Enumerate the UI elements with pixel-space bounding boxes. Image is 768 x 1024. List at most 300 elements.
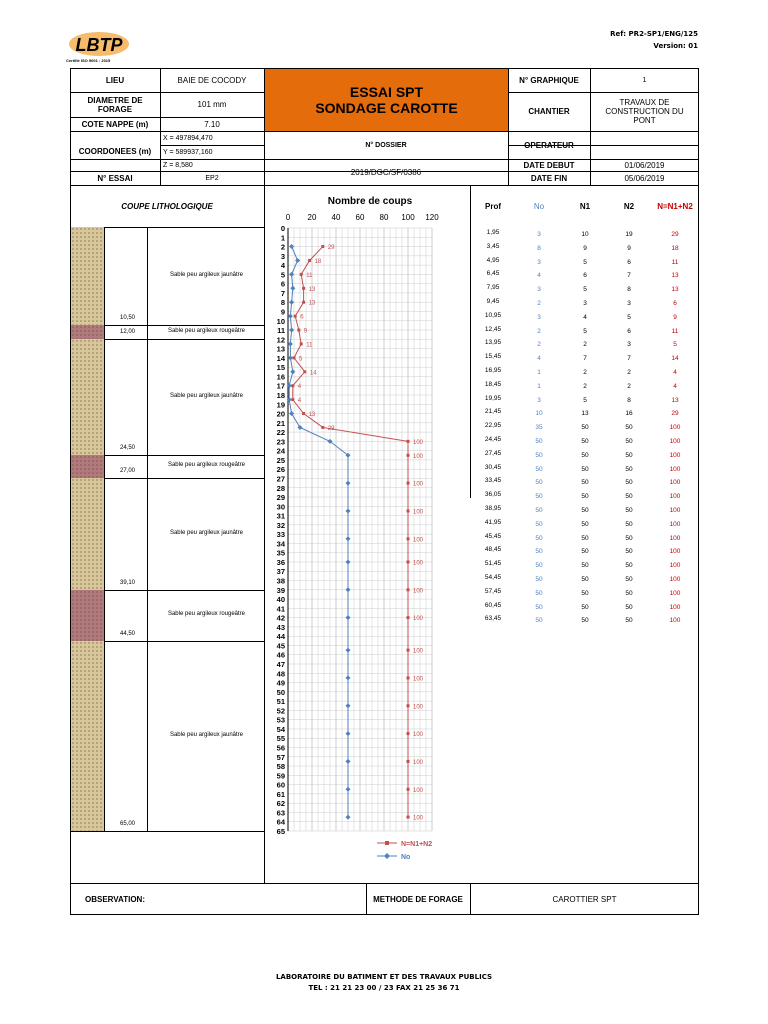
y-tick-label: 1 [280,233,285,243]
y-tick-label: 10 [276,316,285,326]
n-data-point [294,315,297,318]
footer-lab-name: LABORATOIRE DU BATIMENT ET DES TRAVAUX PUBLICS [275,973,493,981]
version: Version: 01 [653,42,698,50]
table-cell-n2: 6 [627,258,631,266]
n-data-point [302,301,305,304]
n-data-label: 11 [306,342,313,349]
coord-y: Y = 589937,160 [163,148,213,156]
no-data-point [290,369,295,374]
y-tick-label: 24 [276,446,285,456]
date-debut-label: DATE DEBUT [523,160,575,170]
y-tick-label: 9 [280,307,285,317]
n-data-point [293,356,296,359]
y-tick-label: 30 [276,502,285,512]
table-cell-n: 100 [669,493,681,501]
n-data-point [407,649,410,652]
n-data-point [407,676,410,679]
n-data-label: 13 [308,300,316,307]
series-no-line [289,247,348,818]
table-cell-n2: 9 [627,244,631,252]
dossier-value: 2019/DGC/SF/0386 [350,167,422,177]
y-tick-label: 40 [276,595,285,605]
layer-description: Sable peu argileux jaunâtre [169,530,244,537]
table-cell-n: 100 [669,520,681,528]
y-tick-label: 32 [276,520,285,530]
legend-n: N=N1+N2 [401,841,433,848]
table-cell-n1: 50 [581,534,589,542]
table-cell-n2: 16 [625,410,633,418]
n-data-label: 100 [413,537,424,544]
series-no-markers [287,244,351,820]
y-tick-label: 55 [276,734,285,744]
no-data-point [288,314,293,319]
table-cell-n2: 3 [627,300,631,307]
table-cell-no: 4 [537,355,541,363]
table-cell-n: 100 [669,438,681,445]
legend-no: No [401,854,411,861]
coordonnees-label: COORDONEES (m) [78,146,152,156]
spt-chart [265,186,470,883]
y-tick-label: 49 [276,678,285,688]
table-cell-n: 100 [669,534,681,542]
y-tick-label: 5 [280,270,285,280]
methode-label: METHODE DE FORAGE [373,894,463,904]
table-cell-no: 3 [537,313,541,321]
y-tick-label: 4 [280,261,285,271]
table-cell-n1: 6 [583,272,587,280]
table-cell-prof: 4,95 [486,256,500,264]
no-data-point [288,355,293,360]
cote-nappe-value: 7.10 [204,119,220,129]
table-cell-prof: 51,45 [484,560,502,568]
no-data-point [289,328,294,333]
y-tick-label: 35 [276,548,285,558]
table-cell-n2: 50 [625,520,633,528]
table-cell-n1: 7 [583,355,587,363]
no-data-point [346,587,351,592]
table-cell-no: 3 [537,231,541,238]
no-data-point [287,383,292,388]
n-data-point [291,384,294,387]
y-tick-label: 56 [276,743,285,753]
y-tick-label: 0 [280,224,285,233]
col-n1-header: N1 [579,201,591,211]
table-cell-n1: 50 [581,424,589,432]
table-cell-prof: 15,45 [484,353,502,361]
table-cell-no: 3 [537,396,541,404]
lieu-label: LIEU [105,75,125,85]
table-cell-n2: 50 [625,424,633,432]
n-data-label: 29 [327,425,335,432]
table-cell-n1: 10 [581,231,589,238]
n-data-point [407,509,410,512]
chart-grid [288,228,432,831]
table-cell-prof: 21,45 [484,408,502,416]
y-tick-label: 41 [276,604,285,614]
table-cell-n2: 3 [627,341,631,349]
n-data-point [407,588,410,591]
y-tick-label: 18 [276,390,285,400]
lieu-value: BAIE DE COCODY [177,75,247,85]
n-data-label: 100 [413,560,424,567]
table-cell-prof: 7,95 [486,284,500,292]
n-data-point [297,329,300,332]
n-data-point [303,370,306,373]
table-cell-n: 11 [671,327,679,335]
n-data-point [407,616,410,619]
n-data-label: 11 [306,272,313,279]
table-cell-prof: 16,95 [484,367,502,374]
layer-depth-label: 12,00 [120,328,136,335]
table-cell-n2: 50 [625,479,633,487]
footer [0,972,768,994]
n-data-point [308,259,311,262]
y-tick-label: 27 [276,474,285,484]
y-tick-label: 38 [276,576,285,586]
chantier-label: CHANTIER [528,107,570,116]
y-tick-label: 44 [276,632,285,642]
svg-text:LBTP: LBTP [75,35,123,55]
y-tick-label: 65 [276,827,285,836]
table-cell-n1: 5 [583,286,587,294]
observation-label: OBSERVATION: [84,894,145,904]
layer-description: Sable peu argileux rougeâtre [167,327,246,334]
table-cell-n1: 5 [583,258,587,266]
table-cell-no: 50 [535,479,543,487]
table-cell-n2: 8 [627,286,631,294]
table-cell-n2: 50 [625,465,633,473]
table-cell-no: 2 [537,341,541,349]
table-cell-n: 100 [669,548,681,556]
essai-label: N° ESSAI [97,173,133,183]
table-cell-no: 50 [535,534,543,542]
n-data-label: 13 [308,286,316,293]
essai-value: EP2 [205,174,219,182]
y-tick-label: 36 [276,557,285,567]
y-tick-label: 59 [276,771,285,781]
n-data-label: 100 [413,481,424,488]
table-cell-prof: 19,95 [484,394,502,402]
table-cell-n2: 50 [625,438,633,445]
no-data-point [346,508,351,513]
n-data-point [407,816,410,819]
table-cell-no: 50 [535,438,543,445]
n-data-point [407,704,410,707]
chart-legend [377,841,432,861]
y-tick-label: 6 [280,279,285,289]
no-data-point [289,272,294,277]
n-data-point [321,426,324,429]
y-tick-label: 63 [276,808,285,818]
table-cell-n2: 5 [627,313,631,321]
layer-description: Sable peu argileux rougeâtre [167,611,246,618]
table-cell-n2: 7 [627,272,631,280]
no-data-point [346,815,351,820]
y-tick-label: 3 [280,251,285,261]
table-cell-prof: 54,45 [484,574,502,581]
n-data-label: 100 [413,616,424,623]
y-tick-label: 29 [276,493,285,503]
table-cell-n1: 50 [581,589,589,597]
layer-swatch [71,455,104,478]
y-tick-label: 34 [276,539,285,549]
table-cell-n1: 50 [581,493,589,501]
layer-depth-label: 39,10 [120,580,136,587]
y-tick-label: 52 [276,706,285,716]
table-cell-prof: 60,45 [484,601,502,609]
n-data-point [300,273,303,276]
table-cell-no: 50 [535,493,543,501]
n-data-label: 9 [303,328,308,335]
table-cell-no: 3 [537,286,541,294]
graphique-label: N° GRAPHIQUE [519,75,579,85]
table-cell-prof: 22,95 [484,422,502,430]
table-cell-n: 100 [669,576,681,583]
n-data-point [407,560,410,563]
table-cell-n1: 50 [581,562,589,570]
operateur-label: OPERATEUR [524,140,574,150]
diametre-value: 101 mm [197,100,227,109]
series-n-markers [291,245,423,822]
table-cell-n1: 50 [581,603,589,611]
table-cell-no: 35 [535,424,543,432]
table-cell-n1: 50 [581,465,589,473]
y-tick-label: 8 [280,298,285,308]
table-cell-n2: 50 [625,507,633,514]
table-cell-n1: 2 [583,382,587,390]
n-data-label: 100 [413,648,424,655]
n-data-point [407,454,410,457]
n-data-label: 100 [413,759,424,766]
y-tick-label: 62 [276,799,285,809]
y-tick-label: 39 [276,585,285,595]
table-cell-n: 4 [673,382,677,390]
table-cell-prof: 30,45 [484,463,502,471]
col-no-header: No [533,201,545,211]
table-cell-n: 4 [673,369,677,376]
n-data-point [302,287,305,290]
table-cell-prof: 63,45 [484,615,502,623]
n-data-label: 100 [413,453,424,460]
layer-depth-label: 27,00 [120,467,136,474]
table-cell-n1: 3 [583,300,587,307]
col-prof-header: Prof [485,201,501,211]
y-tick-label: 22 [276,428,285,438]
y-tick-label: 51 [276,697,285,707]
table-cell-n1: 50 [581,479,589,487]
table-cell-no: 1 [537,382,541,390]
n-data-point [302,412,305,415]
no-data-point [290,286,295,291]
n-data-label: 14 [309,370,317,377]
table-cell-no: 2 [537,327,541,335]
table-cell-prof: 6,45 [486,270,500,278]
layer-depth-label: 65,00 [120,821,136,827]
coord-x: X = 497894,470 [163,134,213,142]
table-cell-n2: 50 [625,493,633,501]
layer-depth-label: 10,50 [120,314,136,321]
n-data-label: 100 [413,732,424,739]
y-tick-label: 48 [276,669,285,679]
table-cell-n: 29 [671,410,679,418]
table-cell-no: 50 [535,562,543,570]
table-cell-n2: 2 [627,382,631,390]
table-cell-no: 1 [537,369,541,376]
table-cell-no: 50 [535,465,543,473]
x-tick-label: 40 [331,213,341,222]
no-data-point [289,300,294,305]
no-data-point [287,397,292,402]
table-cell-n: 14 [671,355,679,363]
table-cell-n2: 50 [625,617,633,625]
n-data-label: 100 [413,588,424,595]
y-tick-label: 17 [276,381,285,391]
table-cell-n1: 50 [581,520,589,528]
table-cell-prof: 3,45 [486,242,500,250]
table-cell-n: 100 [669,589,681,597]
no-data-point [346,536,351,541]
n-data-label: 4 [297,398,302,405]
document-reference [610,28,698,52]
no-data-point [346,675,351,680]
n-data-point [321,245,324,248]
n-data-label: 100 [413,439,424,446]
layer-description: Sable peu argileux jaunâtre [169,392,244,399]
no-data-point [346,648,351,653]
table-cell-n: 6 [673,300,677,307]
y-tick-label: 58 [276,762,285,772]
n-data-label: 100 [413,787,424,794]
table-cell-n: 13 [671,286,679,294]
n-data-point [300,342,303,345]
no-data-point [289,411,294,416]
layer-swatch [71,478,104,590]
table-cell-prof: 24,45 [484,436,502,443]
x-tick-label: 20 [307,213,317,222]
layer-swatch [71,641,104,831]
report-title [265,69,508,131]
table-cell-n: 13 [671,272,679,280]
logo-certification: Certifié ISO 9001 : 2015 [66,58,111,63]
table-cell-n1: 2 [583,341,587,349]
no-data-point [346,703,351,708]
x-tick-label: 80 [379,213,389,222]
table-cell-n1: 50 [581,548,589,556]
n-data-label: 100 [413,509,424,516]
layer-description: Sable peu argileux rougeâtre [167,462,246,469]
y-tick-label: 7 [280,288,285,298]
table-cell-n2: 50 [625,589,633,597]
x-axis-ticks [286,213,439,222]
table-cell-n: 100 [669,451,681,459]
n-data-label: 5 [299,356,303,363]
no-data-point [346,615,351,620]
n-data-point [407,482,410,485]
table-cell-n1: 50 [581,507,589,514]
table-cell-prof: 12,45 [484,325,502,333]
y-tick-label: 61 [276,789,285,799]
table-cell-prof: 48,45 [484,546,502,554]
y-axis-ticks [277,224,286,836]
y-tick-label: 2 [280,242,285,252]
n-data-point [407,788,410,791]
table-cell-n2: 50 [625,451,633,459]
date-debut-value: 01/06/2019 [624,160,665,170]
table-cell-n2: 50 [625,548,633,556]
n-data-point [407,732,410,735]
chantier-value: TRAVAUX DE CONSTRUCTION DU PONT [605,98,684,125]
title-line-2: SONDAGE CAROTTE [315,100,458,116]
no-data-point [289,244,294,249]
y-tick-label: 16 [276,372,285,382]
layer-swatch [71,339,104,455]
y-tick-label: 33 [276,530,285,540]
layer-swatch [71,325,104,339]
layer-swatch [71,227,104,325]
table-cell-no: 3 [537,258,541,266]
table-cell-n2: 50 [625,534,633,542]
cote-nappe-label: COTE NAPPE (m) [81,119,149,129]
table-cell-n2: 7 [627,355,631,363]
y-tick-label: 20 [276,409,285,419]
y-tick-label: 12 [276,335,285,345]
y-tick-label: 25 [276,455,285,465]
n-data-label: 29 [327,245,335,252]
table-cell-prof: 45,45 [484,532,502,540]
table-cell-no: 50 [535,617,543,625]
coord-z: Z = 8,580 [163,161,193,169]
x-tick-label: 120 [425,213,439,222]
y-tick-label: 14 [276,353,285,363]
table-cell-prof: 9,45 [486,298,500,305]
table-cell-no: 2 [537,300,541,307]
no-data-point [346,759,351,764]
table-cell-n2: 50 [625,603,633,611]
table-cell-n1: 50 [581,438,589,445]
table-cell-n2: 8 [627,396,631,404]
table-cell-no: 10 [535,410,543,418]
table-cell-n: 9 [673,313,677,321]
y-tick-label: 46 [276,650,285,660]
table-cell-no: 50 [535,589,543,597]
table-cell-prof: 1,95 [486,229,500,236]
table-cell-no: 50 [535,507,543,514]
table-cell-prof: 18,45 [484,380,502,388]
table-cell-no: 50 [535,548,543,556]
table-cell-n2: 50 [625,576,633,583]
n-data-point [291,398,294,401]
n-data-label: 13 [308,412,316,419]
ref-number: Ref: PR2-SP1/ENG/125 [610,30,698,38]
table-cell-n: 100 [669,479,681,487]
y-tick-label: 64 [276,817,285,827]
table-cell-n: 5 [673,341,677,349]
n-data-point [407,760,410,763]
table-cell-prof: 27,45 [484,449,502,457]
y-tick-label: 15 [276,363,285,373]
y-tick-label: 37 [276,567,285,577]
layer-description: Sable peu argileux jaunâtre [169,731,244,738]
methode-value: CAROTTIER SPT [552,894,617,904]
table-cell-prof: 57,45 [484,587,502,595]
table-cell-n: 100 [669,424,681,432]
observation-value [160,883,366,915]
y-tick-label: 13 [276,344,285,354]
date-fin-label: DATE FIN [530,173,568,183]
y-tick-label: 45 [276,641,285,651]
table-cell-n2: 6 [627,327,631,335]
title-line-1: ESSAI SPT [349,84,424,100]
